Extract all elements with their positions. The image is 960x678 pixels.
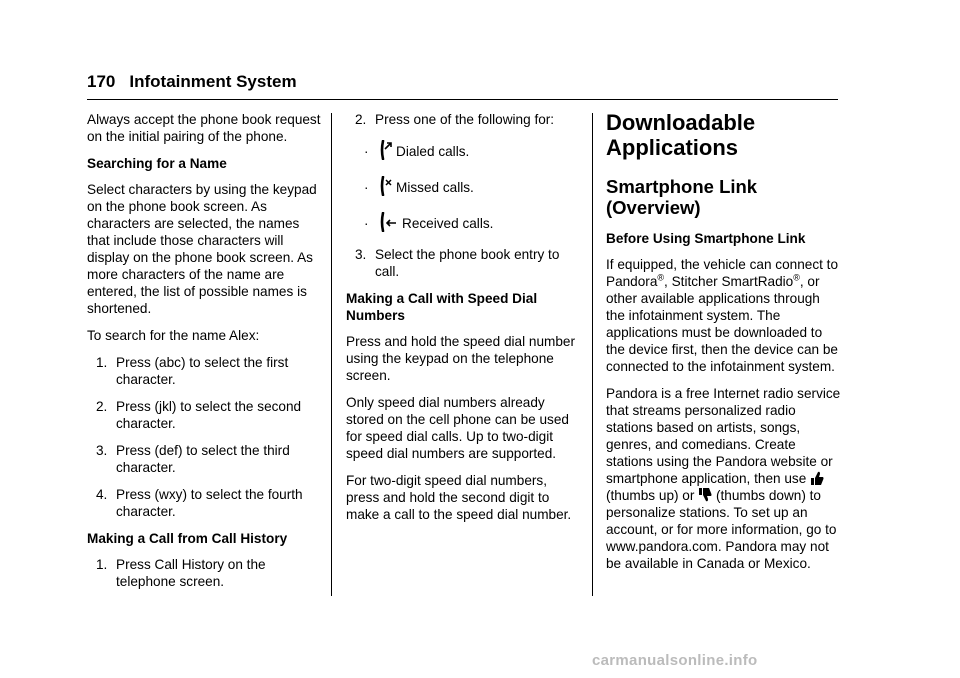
- bullet-item: · Dialed calls.: [346, 140, 582, 160]
- smartphone-link-paragraph: If equipped, the vehicle can connect to Pandora®, Stitcher SmartRadio®, or other available applications through the infotainment system. The applications must be downloaded to the device first, then the device can be connected to the infotainment system.: [606, 257, 839, 374]
- pandora-paragraph: Pandora is a free Internet radio service that streams personalized radio stations based on artists, songs, genres, and comedians. Create stations using the Pandora website or smartphone application, then use (thumbs up) or (thumbs down) to personalize stations. To set up an account, or for more information, go to www.pandora.com. Pandora may not be available in Canada or Mexico.: [606, 386, 841, 571]
- page-number: 170: [87, 72, 116, 91]
- step-item: 4. Press (wxy) to select the fourth character.: [96, 487, 303, 519]
- column-divider-1: [331, 113, 332, 596]
- step-item: 2. Press (jkl) to select the second character.: [96, 399, 302, 431]
- subsection-heading: Smartphone Link (Overview): [606, 176, 758, 218]
- alex-paragraph: To search for the name Alex:: [87, 328, 260, 343]
- missed-call-icon: [380, 176, 392, 196]
- step-item: 1. Press Call History on the telephone screen.: [96, 557, 266, 589]
- bullet-item: · Received calls.: [346, 212, 582, 232]
- thumbs-up-icon: [810, 470, 824, 486]
- history-heading: Making a Call from Call History: [87, 531, 288, 546]
- step-item: 1. Press (abc) to select the first character.: [96, 355, 289, 387]
- watermark: carmanualsonline.info: [592, 652, 758, 669]
- speed-dial-paragraph: For two-digit speed dial numbers, press and hold the second digit to make a call to the speed dial number.: [346, 473, 572, 522]
- column-divider-2: [592, 113, 593, 596]
- received-call-icon: [380, 212, 398, 232]
- column-2: [346, 111, 582, 533]
- intro-paragraph: Always accept the phone book request on the initial pairing of the phone.: [87, 112, 321, 144]
- thumbs-down-icon: [698, 487, 712, 503]
- bullet-item: · Missed calls.: [346, 176, 582, 196]
- speed-dial-paragraph: Press and hold the speed dial number using the keypad on the telephone screen.: [346, 334, 575, 383]
- dialed-call-icon: [380, 140, 392, 160]
- searching-paragraph: Select characters by using the keypad on the phone book screen. As characters are selected, the names that include those characters will display on the phone book screen. As more characters of the name are entered, the list of possible names is shortened.: [87, 182, 317, 316]
- searching-heading: Searching for a Name: [87, 156, 227, 171]
- column-3: [606, 110, 842, 582]
- section-title: Infotainment System: [129, 72, 297, 91]
- header-rule: [87, 99, 838, 100]
- speed-dial-heading: Making a Call with Speed Dial Numbers: [346, 291, 538, 323]
- before-using-heading: Before Using Smartphone Link: [606, 231, 806, 246]
- step-item: 3. Select the phone book entry to call.: [355, 247, 560, 279]
- step-item: 3. Press (def) to select the third character.: [96, 443, 290, 475]
- section-heading: Downloadable Applications: [606, 110, 756, 160]
- column-1: [87, 111, 323, 600]
- page-header: [87, 72, 297, 92]
- speed-dial-paragraph: Only speed dial numbers already stored on the cell phone can be used for speed dial calls. Up to two-digit speed dial numbers are supported.: [346, 395, 569, 461]
- step-item: 2. Press one of the following for:: [355, 112, 555, 127]
